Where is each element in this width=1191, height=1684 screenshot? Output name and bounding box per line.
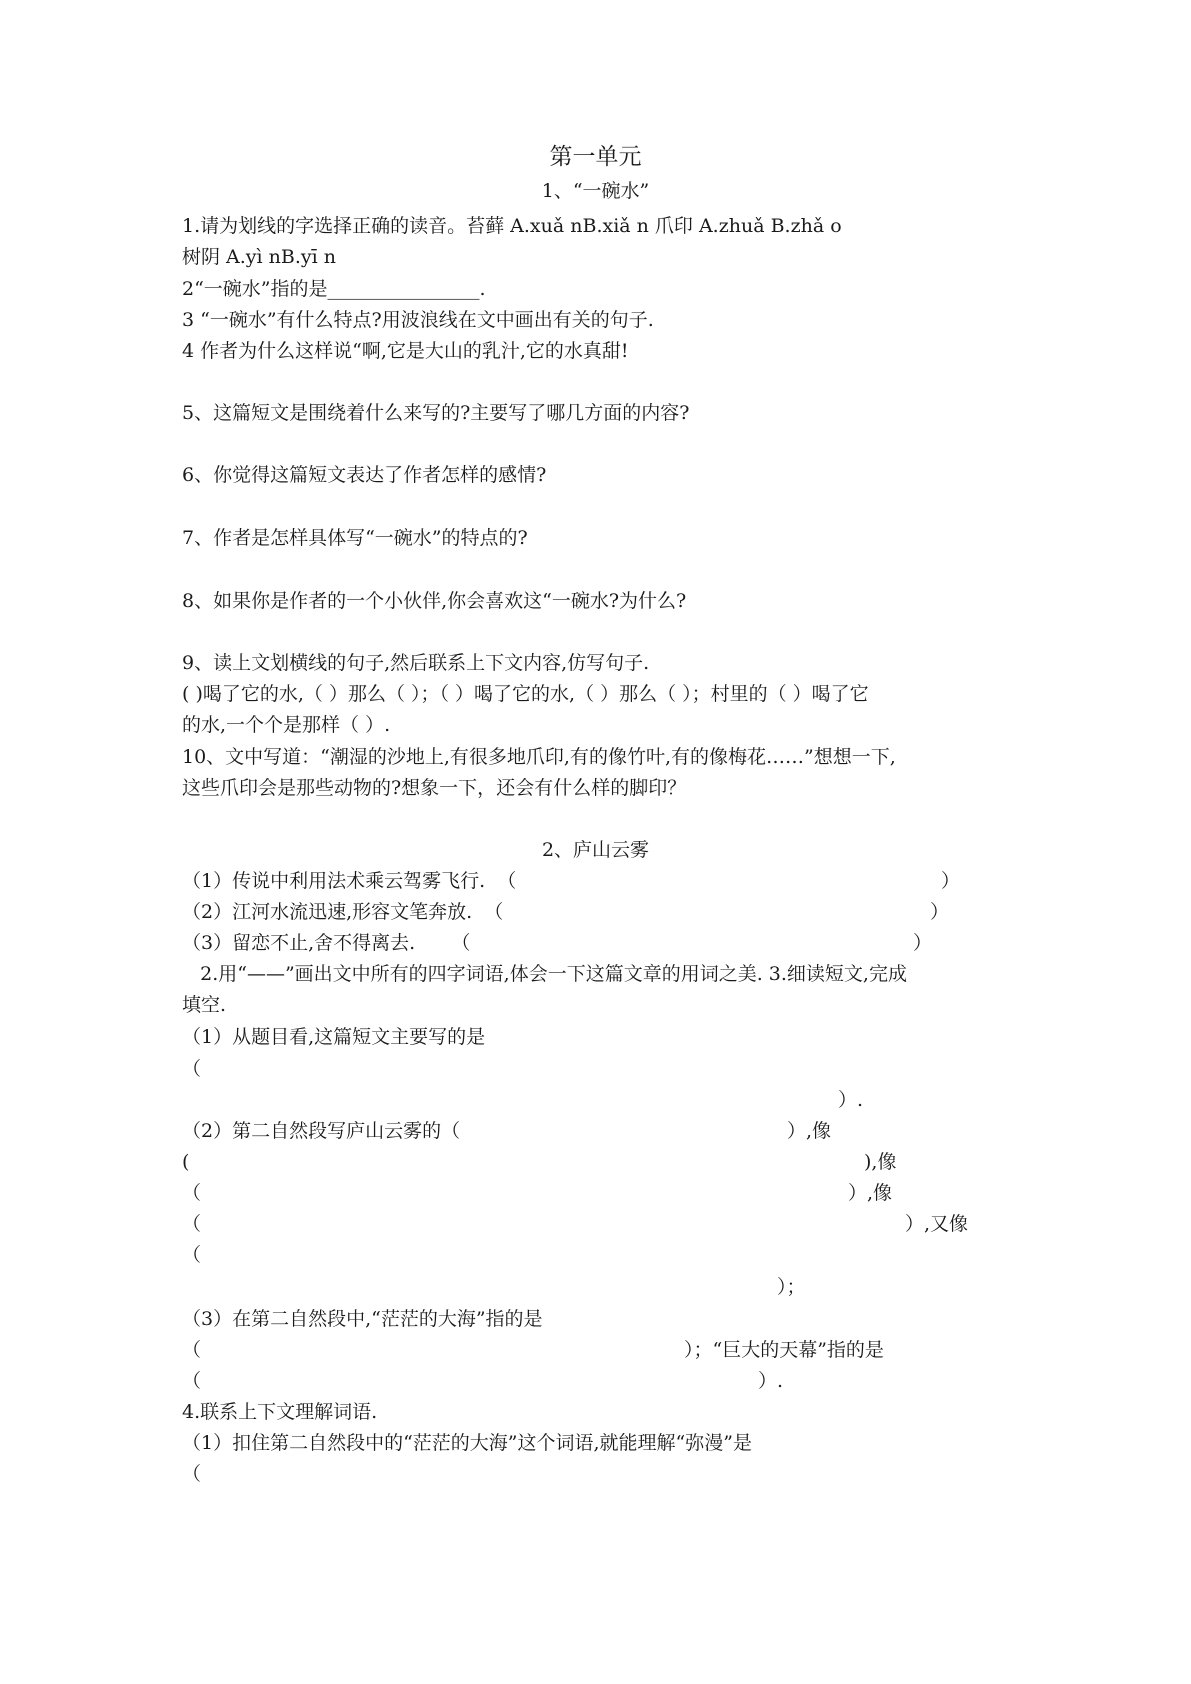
question-6: 6、你觉得这篇短文表达了作者怎样的感情? bbox=[182, 464, 547, 486]
question-4-1: （1）扣住第二自然段中的“茫茫的大海”这个词语,就能理解“弥漫”是 bbox=[182, 1432, 752, 1454]
question-4-1-open: （ bbox=[182, 1463, 202, 1485]
question-9-line2: ( )喝了它的水,（ ）那么（ ）；（ ）喝了它的水,（ ）那么（ ）；村里的（ ）喝了它 bbox=[182, 683, 869, 705]
fill-2b-open: ( bbox=[182, 1151, 190, 1173]
fill-2d-open: （ bbox=[182, 1213, 202, 1235]
fill-3c-close: ）. bbox=[758, 1370, 784, 1392]
fill-1-open: （ bbox=[182, 1058, 202, 1080]
fill-3: （3）在第二自然段中,“茫茫的大海”指的是 bbox=[182, 1308, 543, 1330]
word-definition-3-close: ） bbox=[913, 932, 933, 954]
question-4: 4 作者为什么这样说“啊,它是大山的乳汁,它的水真甜! bbox=[182, 340, 629, 362]
fill-1-close: ）. bbox=[838, 1089, 864, 1111]
question-2-3-line2: 填空. bbox=[182, 994, 227, 1016]
fill-3c-open: （ bbox=[182, 1370, 202, 1392]
word-definition-1-close: ） bbox=[941, 870, 961, 892]
lesson1-title: 1、“一碗水” bbox=[541, 180, 650, 202]
question-9-line1: 9、读上文划横线的句子,然后联系上下文内容,仿写句子. bbox=[182, 652, 650, 674]
fill-2c-close: ）,像 bbox=[848, 1182, 893, 1204]
question-4: 4.联系上下文理解词语. bbox=[182, 1401, 378, 1423]
question-5: 5、这篇短文是围绕着什么来写的?主要写了哪几方面的内容? bbox=[182, 402, 690, 424]
fill-2d-close: ）,又像 bbox=[905, 1213, 969, 1235]
question-7: 7、作者是怎样具体写“一碗水”的特点的? bbox=[182, 527, 528, 549]
fill-3b-open: （ bbox=[182, 1339, 202, 1361]
word-definition-2-close: ） bbox=[930, 901, 950, 923]
question-1-line1: 1.请为划线的字选择正确的读音。苔藓 A.xuǎ nB.xiǎ n 爪印 A.zhuǎ B.zhǎ o bbox=[182, 215, 842, 237]
fill-2: （2）第二自然段写庐山云雾的（ bbox=[182, 1120, 461, 1142]
question-8: 8、如果你是作者的一个小伙伴,你会喜欢这“一碗水?为什么? bbox=[182, 590, 687, 612]
question-10-line2: 这些爪印会是那些动物的?想象一下，还会有什么样的脚印？ bbox=[182, 777, 687, 799]
fill-2b-close: ),像 bbox=[864, 1151, 897, 1173]
fill-2e-close: ）； bbox=[777, 1276, 806, 1298]
question-10-line1: 10、文中写道：“潮湿的沙地上,有很多地爪印,有的像竹叶,有的像梅花……”想想一下, bbox=[182, 746, 896, 768]
fill-2c-open: （ bbox=[182, 1182, 202, 1204]
word-definition-3: （3）留恋不止,舍不得离去. （ bbox=[182, 932, 471, 954]
fill-1: （1）从题目看,这篇短文主要写的是 bbox=[182, 1026, 486, 1048]
question-1-line2: 树阴 A.yì nB.yī n bbox=[182, 246, 336, 268]
question-9-line3: 的水,一个个是那样（ ）. bbox=[182, 714, 391, 736]
fill-3b-close: ）；“巨大的天幕”指的是 bbox=[684, 1339, 884, 1361]
word-definition-1: （1）传说中利用法术乘云驾雾飞行. （ bbox=[182, 870, 517, 892]
question-2-3-line1: 2.用“——”画出文中所有的四字词语,体会一下这篇文章的用词之美. 3.细读短文,完成 bbox=[182, 963, 907, 985]
question-3: 3 “一碗水”有什么特点?用波浪线在文中画出有关的句子. bbox=[182, 309, 654, 331]
fill-2e-open: （ bbox=[182, 1244, 202, 1266]
fill-2-close: ）,像 bbox=[787, 1120, 832, 1142]
unit-title: 第一单元 bbox=[549, 144, 642, 170]
word-definition-2: （2）江河水流迅速,形容文笔奔放. （ bbox=[182, 901, 504, 923]
lesson2-title: 2、庐山云雾 bbox=[541, 839, 650, 861]
question-2: 2“一碗水”指的是________________. bbox=[182, 278, 486, 300]
